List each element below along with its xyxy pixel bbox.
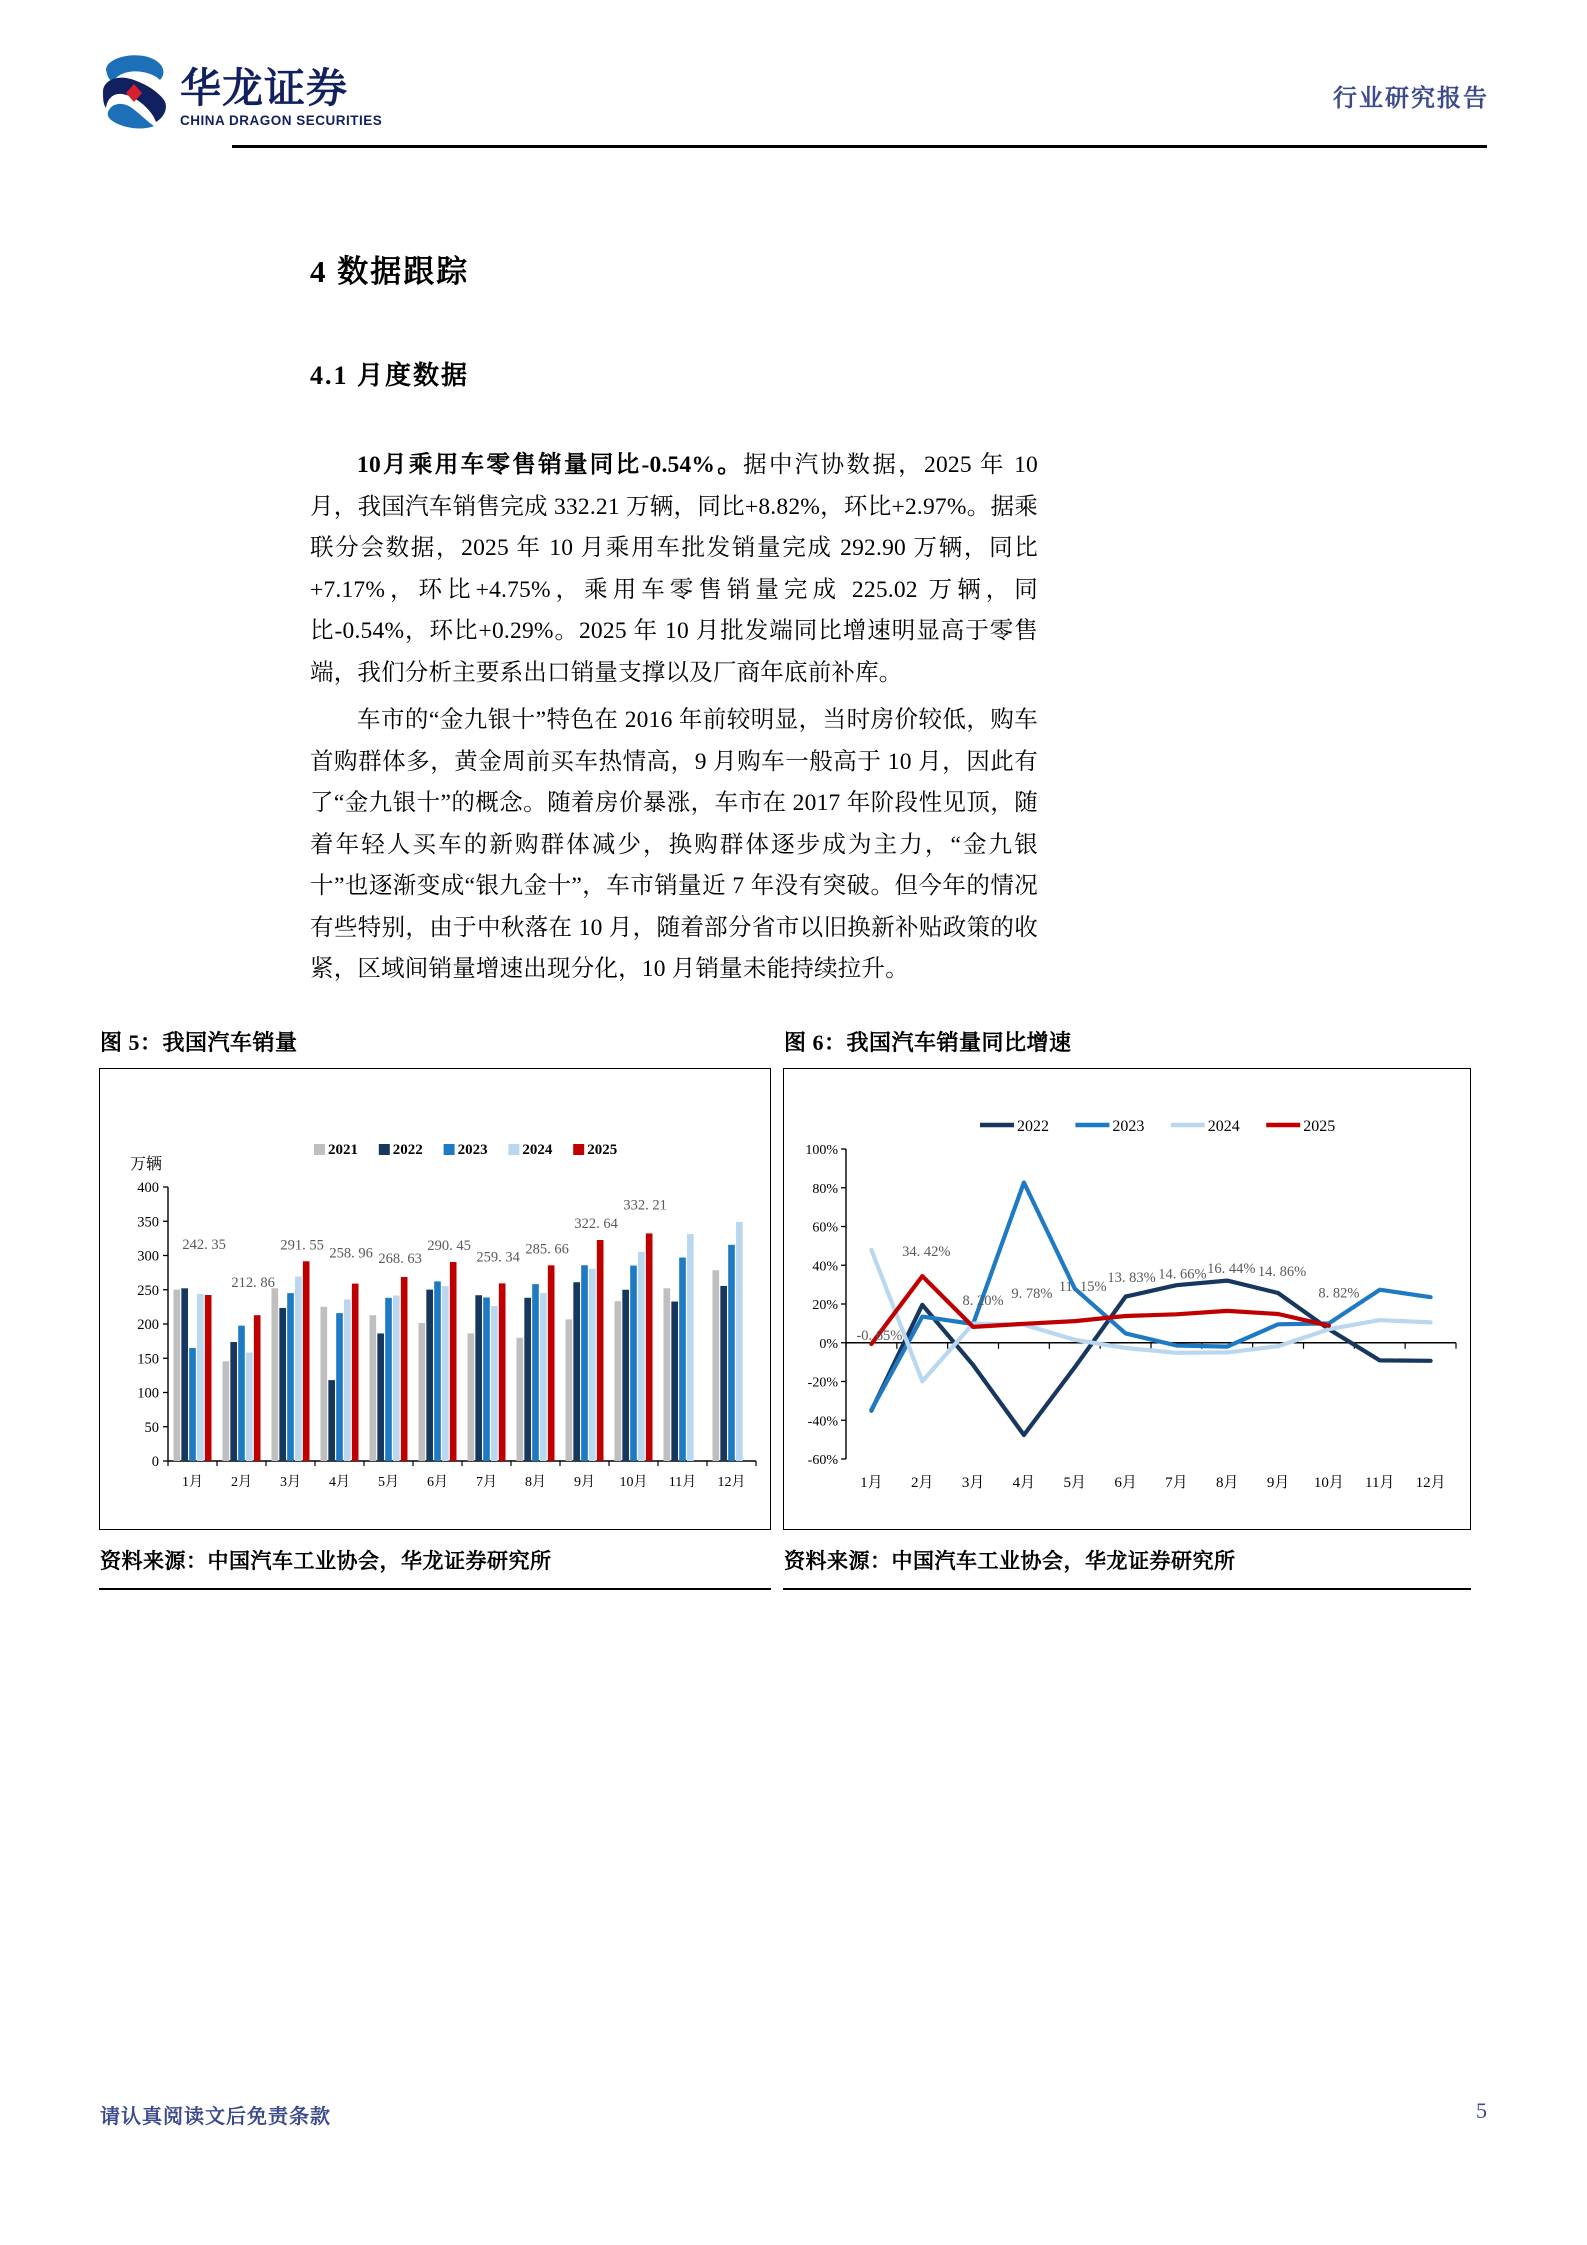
bar-2021-10月 <box>615 1301 622 1461</box>
x-tick-label: 10月 <box>1313 1475 1344 1491</box>
y-tick-label: -20% <box>807 1375 838 1391</box>
bar-2023-1月 <box>189 1348 196 1461</box>
figure5-source-divider <box>99 1588 771 1590</box>
bar-2025-5月 <box>401 1277 408 1461</box>
figure6-caption: 图 6：我国汽车销量同比增速 <box>784 1030 1072 1055</box>
legend-label-2024: 2024 <box>522 1142 553 1158</box>
x-tick-label: 5月 <box>378 1475 399 1490</box>
bar-2021-5月 <box>370 1315 377 1461</box>
line-data-label: 8. 20% <box>962 1292 1004 1309</box>
bar-data-label: 242. 35 <box>182 1236 226 1253</box>
bar-2023-2月 <box>238 1326 245 1461</box>
x-tick-label: 9月 <box>1266 1475 1290 1491</box>
subsection-heading: 4.1 月度数据 <box>310 361 470 390</box>
bar-2022-12月 <box>720 1286 727 1461</box>
y-tick-label: 50 <box>144 1419 159 1436</box>
bar-data-label: 290. 45 <box>427 1238 471 1255</box>
figure5-chart-container <box>99 1068 771 1530</box>
y-tick-label: 40% <box>812 1259 838 1275</box>
legend-swatch-2021 <box>314 1144 325 1155</box>
x-tick-label: 5月 <box>1063 1475 1087 1491</box>
legend-label-2024: 2024 <box>1207 1118 1240 1135</box>
yoy-growth-line-chart <box>784 1069 1470 1529</box>
x-tick-label: 11月 <box>668 1475 697 1490</box>
bar-2022-9月 <box>573 1282 580 1461</box>
bar-data-label: 212. 86 <box>231 1275 275 1292</box>
bar-2022-11月 <box>671 1302 678 1461</box>
figure6-source: 资料来源：中国汽车工业协会，华龙证券研究所 <box>784 1549 1236 1573</box>
bar-data-label: 258. 96 <box>329 1245 373 1262</box>
bar-data-label: 259. 34 <box>476 1249 520 1266</box>
bar-2023-8月 <box>532 1284 539 1461</box>
bar-2022-7月 <box>475 1295 482 1461</box>
figure6-source-divider <box>783 1588 1471 1590</box>
y-axis-unit-label: 万辆 <box>129 1156 162 1173</box>
line-data-label: 14. 86% <box>1257 1263 1307 1280</box>
legend-label-2025: 2025 <box>1303 1118 1336 1135</box>
x-tick-label: 6月 <box>1114 1475 1137 1491</box>
bar-2025-10月 <box>646 1233 653 1461</box>
line-data-label: -0. 65% <box>856 1328 903 1345</box>
x-tick-label: 1月 <box>860 1475 883 1491</box>
bar-2021-11月 <box>664 1288 671 1461</box>
bar-2021-7月 <box>468 1333 475 1461</box>
legend-label-2022: 2022 <box>1017 1118 1049 1135</box>
legend-label-2023: 2023 <box>457 1142 488 1158</box>
figure6-chart-container <box>783 1068 1471 1530</box>
footer-disclaimer: 请认真阅读文后免责条款 <box>100 2106 331 2128</box>
bar-2023-9月 <box>581 1265 588 1461</box>
x-tick-label: 3月 <box>280 1475 301 1490</box>
x-tick-label: 2月 <box>231 1475 252 1490</box>
bar-2024-6月 <box>442 1286 449 1461</box>
legend-swatch-2023 <box>444 1144 455 1155</box>
y-tick-label: 100 <box>137 1385 159 1402</box>
bar-2025-3月 <box>303 1261 310 1461</box>
bar-2022-1月 <box>181 1288 188 1461</box>
line-data-label: 13. 83% <box>1107 1269 1156 1286</box>
x-tick-label: 4月 <box>329 1475 350 1490</box>
x-tick-label: 6月 <box>427 1475 448 1490</box>
bar-2021-8月 <box>517 1338 524 1461</box>
y-tick-label: 400 <box>137 1180 159 1196</box>
bar-data-label: 285. 66 <box>525 1241 569 1258</box>
legend-swatch-2022 <box>379 1144 390 1155</box>
bar-2024-10月 <box>638 1252 645 1461</box>
bar-2024-2月 <box>246 1352 253 1461</box>
bar-data-label: 268. 63 <box>378 1250 422 1267</box>
y-tick-label: 80% <box>812 1181 838 1197</box>
x-tick-label: 12月 <box>717 1475 746 1490</box>
bar-2022-4月 <box>328 1380 335 1461</box>
line-series-2022 <box>871 1281 1430 1435</box>
figure5-caption: 图 5：我国汽车销量 <box>100 1030 298 1055</box>
bar-2022-10月 <box>622 1290 629 1461</box>
y-tick-label: 150 <box>137 1351 159 1368</box>
report-type-label: 行业研究报告 <box>1333 86 1489 112</box>
bar-2022-2月 <box>230 1342 237 1461</box>
paragraph-monthly-data <box>310 445 1038 694</box>
bar-2021-4月 <box>321 1307 328 1461</box>
line-data-label: 9. 78% <box>1011 1285 1053 1302</box>
figure5-source: 资料来源：中国汽车工业协会，华龙证券研究所 <box>100 1549 552 1573</box>
y-tick-label: 20% <box>812 1298 838 1313</box>
bar-2022-3月 <box>279 1308 286 1461</box>
bar-2024-4月 <box>344 1299 351 1461</box>
bar-2025-7月 <box>499 1283 506 1461</box>
x-tick-label: 10月 <box>619 1475 648 1490</box>
y-tick-label: -40% <box>807 1414 838 1430</box>
paragraph-lead-bold: 10月乘用车零售销量同比-0.54%。 <box>357 452 744 478</box>
y-tick-label: -60% <box>807 1453 838 1468</box>
bar-2023-6月 <box>434 1281 441 1461</box>
y-tick-label: 200 <box>137 1317 159 1333</box>
bar-2022-6月 <box>426 1290 433 1461</box>
bar-data-label: 322. 64 <box>574 1215 618 1232</box>
bar-2021-12月 <box>713 1270 720 1461</box>
bar-2024-8月 <box>540 1293 547 1461</box>
x-tick-label: 4月 <box>1012 1475 1036 1491</box>
x-tick-label: 8月 <box>1215 1475 1239 1491</box>
legend-label-2025: 2025 <box>587 1142 618 1158</box>
x-tick-label: 11月 <box>1365 1475 1395 1491</box>
bar-2025-2月 <box>254 1315 261 1461</box>
bar-2025-1月 <box>205 1295 212 1461</box>
bar-2024-7月 <box>491 1306 498 1461</box>
y-tick-label: 60% <box>812 1220 838 1236</box>
paragraph-body-1: 据中汽协数据，2025 年 10 月，我国汽车销售完成 332.21 万辆，同比+8.82%，环比+2.97%。据乘联分会数据，2025 年 10 月乘用车批发销量完成 292.90 万辆，同比+7.17%，环比+4.75%，乘用车零售销量完成 225.02 万辆，同比-0.54%，环比+0.29%。2025 年 10 月批发端同比增速明显高于零售端，我们分析主要系出口销量支撑以及厂商年底前补库。 <box>310 452 1038 686</box>
footer-page-number: 5 <box>1476 2098 1487 2123</box>
x-tick-label: 12月 <box>1415 1475 1446 1491</box>
x-tick-label: 7月 <box>1165 1475 1188 1491</box>
line-data-label: 11. 15% <box>1058 1279 1107 1296</box>
bar-2021-6月 <box>419 1323 426 1461</box>
line-data-label: 16. 44% <box>1207 1260 1256 1277</box>
bar-2023-12月 <box>728 1245 735 1461</box>
bar-2021-2月 <box>223 1361 230 1461</box>
bar-2024-3月 <box>295 1276 302 1461</box>
y-tick-label: 250 <box>137 1282 159 1299</box>
bar-2021-9月 <box>566 1319 573 1461</box>
y-tick-label: 300 <box>137 1248 159 1265</box>
y-tick-label: 0% <box>819 1336 838 1352</box>
bar-2023-10月 <box>630 1266 637 1461</box>
bar-2025-9月 <box>597 1240 604 1461</box>
legend-swatch-2024 <box>508 1144 519 1155</box>
legend-label-2023: 2023 <box>1112 1118 1145 1135</box>
bar-2024-9月 <box>589 1269 596 1461</box>
line-data-label: 8. 82% <box>1318 1285 1360 1302</box>
bar-2023-7月 <box>483 1297 490 1461</box>
bar-2022-5月 <box>377 1333 384 1461</box>
x-tick-label: 1月 <box>182 1475 203 1490</box>
logo-company-name-en: CHINA DRAGON SECURITIES <box>180 113 383 128</box>
legend-label-2021: 2021 <box>328 1142 358 1158</box>
bar-2025-8月 <box>548 1265 555 1461</box>
header-divider <box>232 145 1487 148</box>
company-logo <box>98 52 382 130</box>
x-tick-label: 9月 <box>574 1475 595 1490</box>
bar-2022-8月 <box>524 1298 531 1461</box>
section-heading: 4 数据跟踪 <box>310 254 470 289</box>
line-data-label: 34. 42% <box>902 1244 951 1261</box>
dragon-logo-icon <box>98 52 170 130</box>
bar-2023-4月 <box>336 1313 343 1461</box>
bar-2021-3月 <box>272 1288 279 1461</box>
x-tick-label: 3月 <box>961 1475 985 1491</box>
line-data-label: 14. 66% <box>1158 1266 1207 1283</box>
bar-2024-5月 <box>393 1295 400 1461</box>
page-header <box>0 0 1587 175</box>
bar-2025-6月 <box>450 1262 457 1461</box>
bar-2023-11月 <box>679 1258 686 1461</box>
x-tick-label: 8月 <box>525 1475 546 1490</box>
legend-swatch-2025 <box>573 1144 584 1155</box>
bar-2021-1月 <box>174 1290 181 1461</box>
sales-volume-bar-chart <box>100 1069 770 1529</box>
bar-data-label: 291. 55 <box>280 1237 324 1254</box>
bar-2023-5月 <box>385 1298 392 1461</box>
y-tick-label: 0 <box>151 1454 159 1470</box>
x-tick-label: 7月 <box>476 1475 497 1490</box>
x-tick-label: 2月 <box>910 1475 934 1491</box>
paragraph-golden-september: 车市的“金九银十”特色在 2016 年前较明显，当时房价较低，购车首购群体多，黄金周前买车热情高，9 月购车一般高于 10 月，因此有了“金九银十”的概念。随着房价暴涨，车市在 2017 年阶段性见顶，随着年轻人买车的新购群体减少，换购群体逐步成为主力，“金九银十”也逐渐变成“银九金十”，车市销量近 7 年没有突破。但今年的情况有些特别，由于中秋落在 10 月，随着部分省市以旧换新补贴政策的收紧，区域间销量增速出现分化，10 月销量未能持续拉升。 <box>310 707 1038 982</box>
y-tick-label: 350 <box>137 1214 159 1231</box>
y-tick-label: 100% <box>805 1143 838 1158</box>
bar-data-label: 332. 21 <box>623 1197 667 1214</box>
bar-2024-11月 <box>687 1234 694 1461</box>
bar-2024-1月 <box>197 1294 204 1461</box>
logo-company-name: 华龙证券 <box>180 64 348 111</box>
bar-2025-4月 <box>352 1284 359 1461</box>
bar-2023-3月 <box>287 1293 294 1461</box>
legend-label-2022: 2022 <box>392 1142 423 1158</box>
bar-2024-12月 <box>736 1222 743 1461</box>
